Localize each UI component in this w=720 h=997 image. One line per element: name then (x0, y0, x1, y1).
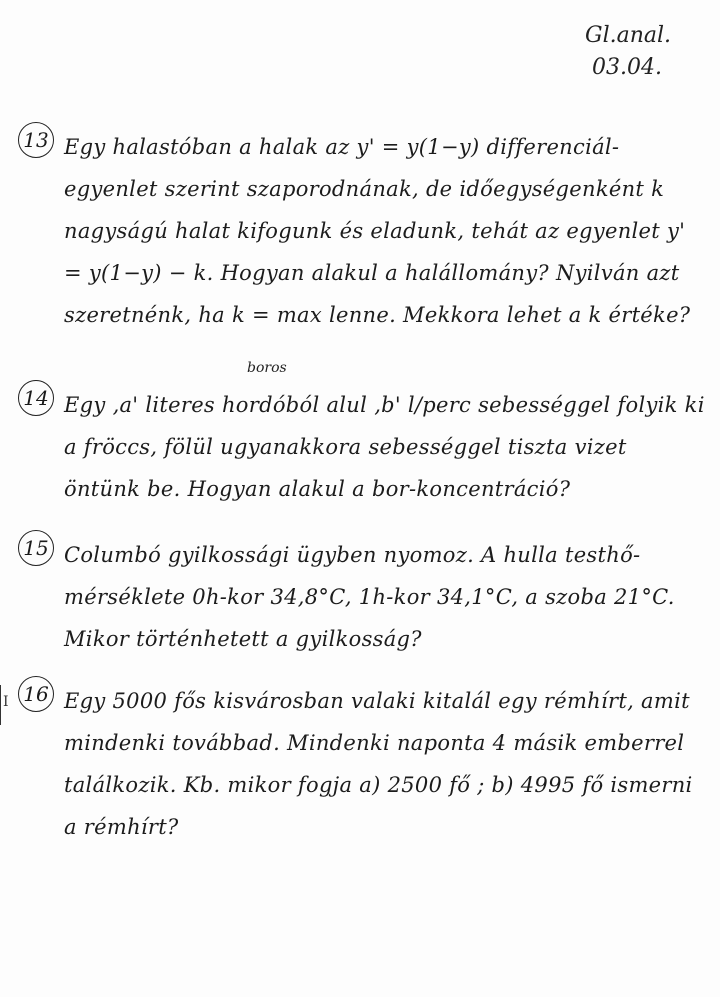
problem-text-16: Egy 5000 fős kisvárosban valaki kitalál egy rémhírt, amit mindenki továbbad. Mindenki naponta 4 másik emberrel találkozik. Kb. mikor fogja a) 2500 fő ; b) 4995 fő ismerni a rémhírt? (64, 689, 693, 839)
problem-13 (18, 126, 708, 336)
course-label: Gl.anal. (585, 23, 672, 48)
date-label: 03.04. (592, 55, 662, 80)
problem-number-13: 13 (18, 122, 54, 158)
problem-16 (18, 680, 708, 848)
problem-number-15: 15 (18, 530, 54, 566)
insert-note-boros: boros (247, 360, 287, 376)
problem-number-16: 16 (18, 676, 54, 712)
problem-text-14: Egy ‚a' literes hordóból alul ‚b' l/perc sebességgel folyik ki a fröccs, fölül ugyanakkora sebességgel tiszta vizet öntünk be. Hogyan alakul a bor-koncentráció? (64, 393, 705, 501)
problem-text-15: Columbó gyilkossági ügyben nyomoz. A hulla testhő-mérséklete 0h-kor 34,8°C, 1h-kor 34,1°C, a szoba 21°C. Mikor történhetett a gyilkosság? (64, 543, 675, 651)
margin-mark: I (3, 694, 9, 710)
problem-14 (18, 384, 708, 510)
problem-text-13: Egy halastóban a halak az y' = y(1−y) differenciál-egyenlet szerint szaporodnának, de időegységenként k nagyságú halat kifogunk és eladunk, tehát az egyenlet y' = y(1−y) − k. Hogyan alakul a halállomány? Nyilván azt szeretnénk, ha k = max lenne. Mekkora lehet a k értéke? (64, 135, 691, 327)
problem-number-14: 14 (18, 380, 54, 416)
problem-15 (18, 534, 708, 660)
